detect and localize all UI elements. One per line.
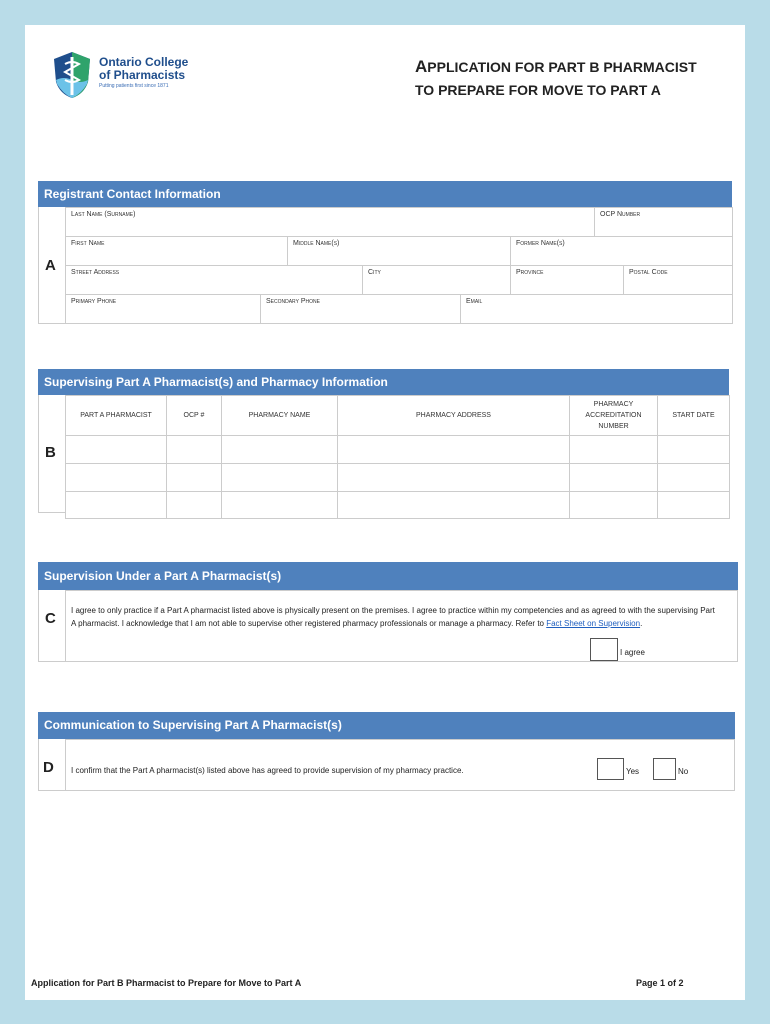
table-cell[interactable] bbox=[167, 492, 222, 519]
footer-title: Application for Part B Pharmacist to Prepare for Move to Part A bbox=[31, 978, 302, 988]
table-cell[interactable] bbox=[338, 464, 570, 492]
section-b bbox=[38, 369, 729, 513]
section-c bbox=[38, 562, 738, 662]
col-pharmacy-address: PHARMACY ADDRESS bbox=[338, 396, 570, 436]
table-row[interactable] bbox=[66, 492, 730, 519]
first-name-field[interactable]: First Name bbox=[66, 237, 288, 266]
secondary-phone-field[interactable]: Secondary Phone bbox=[261, 295, 461, 324]
section-d bbox=[38, 712, 735, 791]
section-c-heading: Supervision Under a Part A Pharmacist(s) bbox=[38, 562, 738, 590]
middle-names-field[interactable]: Middle Name(s) bbox=[288, 237, 511, 266]
table-cell[interactable] bbox=[66, 436, 167, 464]
section-a bbox=[38, 181, 732, 325]
table-header-row bbox=[66, 396, 730, 436]
ocp-logo bbox=[51, 50, 201, 105]
table-cell[interactable] bbox=[222, 436, 338, 464]
no-label: No bbox=[678, 767, 689, 776]
page-title: APPLICATION FOR PART B PHARMACIST TO PREPARE FOR MOVE TO PART A bbox=[415, 57, 697, 98]
table-cell[interactable] bbox=[658, 436, 730, 464]
last-name-field[interactable]: Last Name (Surname) bbox=[66, 208, 595, 237]
table-cell[interactable] bbox=[66, 492, 167, 519]
section-b-heading: Supervising Part A Pharmacist(s) and Pharmacy Information bbox=[38, 369, 729, 395]
i-agree-label: I agree bbox=[620, 648, 645, 657]
table-cell[interactable] bbox=[658, 464, 730, 492]
table-cell[interactable] bbox=[338, 436, 570, 464]
table-cell[interactable] bbox=[338, 492, 570, 519]
supervision-agreement-text: I agree to only practice if a Part A pharmacist listed above is physically present on the premises. I agree to practice within my competencies and as agreed to with the supervising Part A pharmacist. I acknowledge that I am not able to supervise other registered pharmacy professionals or manage a pharmacy. Refer to Fact Sheet on Supervision. bbox=[71, 606, 715, 628]
section-d-letter: D bbox=[43, 759, 54, 776]
section-a-heading: Registrant Contact Information bbox=[38, 181, 732, 207]
logo-name: Ontario College of Pharmacists bbox=[99, 55, 189, 82]
street-address-field[interactable]: Street Address bbox=[66, 266, 363, 295]
yes-label: Yes bbox=[626, 767, 640, 776]
email-field[interactable]: Email bbox=[461, 295, 733, 324]
form-page bbox=[25, 25, 745, 1000]
table-cell[interactable] bbox=[222, 464, 338, 492]
col-pharmacy-name: PHARMACY NAME bbox=[222, 396, 338, 436]
no-checkbox[interactable] bbox=[653, 758, 676, 780]
section-c-letter: C bbox=[45, 610, 56, 627]
i-agree-checkbox[interactable] bbox=[590, 638, 618, 661]
table-row[interactable] bbox=[66, 464, 730, 492]
caduceus-shield-icon bbox=[51, 50, 93, 100]
table-cell[interactable] bbox=[167, 436, 222, 464]
supervisor-table bbox=[65, 395, 730, 519]
city-field[interactable]: City bbox=[363, 266, 511, 295]
section-b-letter: B bbox=[45, 444, 56, 461]
table-cell[interactable] bbox=[570, 464, 658, 492]
province-field[interactable]: Province bbox=[511, 266, 624, 295]
section-a-letter: A bbox=[45, 257, 56, 274]
ocp-number-field[interactable]: OCP Number bbox=[595, 208, 733, 237]
table-cell[interactable] bbox=[570, 492, 658, 519]
table-cell[interactable] bbox=[66, 464, 167, 492]
table-cell[interactable] bbox=[570, 436, 658, 464]
communication-confirm-text: I confirm that the Part A pharmacist(s) listed above has agreed to provide supervision of my pharmacy practice. bbox=[71, 766, 464, 775]
page-number: Page 1 of 2 bbox=[636, 978, 684, 988]
col-ocp-number: OCP # bbox=[167, 396, 222, 436]
postal-code-field[interactable]: Postal Code bbox=[624, 266, 733, 295]
col-part-a-pharmacist: PART A PHARMACIST bbox=[66, 396, 167, 436]
col-start-date: START DATE bbox=[658, 396, 730, 436]
col-accreditation-number: PHARMACY ACCREDITATION NUMBER bbox=[570, 396, 658, 436]
former-names-field[interactable]: Former Name(s) bbox=[511, 237, 733, 266]
primary-phone-field[interactable]: Primary Phone bbox=[66, 295, 261, 324]
table-cell[interactable] bbox=[658, 492, 730, 519]
yes-checkbox[interactable] bbox=[597, 758, 624, 780]
section-d-heading: Communication to Supervising Part A Pharmacist(s) bbox=[38, 712, 735, 739]
fact-sheet-link[interactable]: Fact Sheet on Supervision bbox=[546, 619, 641, 628]
table-row[interactable] bbox=[66, 436, 730, 464]
table-cell[interactable] bbox=[167, 464, 222, 492]
table-cell[interactable] bbox=[222, 492, 338, 519]
logo-tagline: Putting patients first since 1871 bbox=[99, 83, 169, 89]
